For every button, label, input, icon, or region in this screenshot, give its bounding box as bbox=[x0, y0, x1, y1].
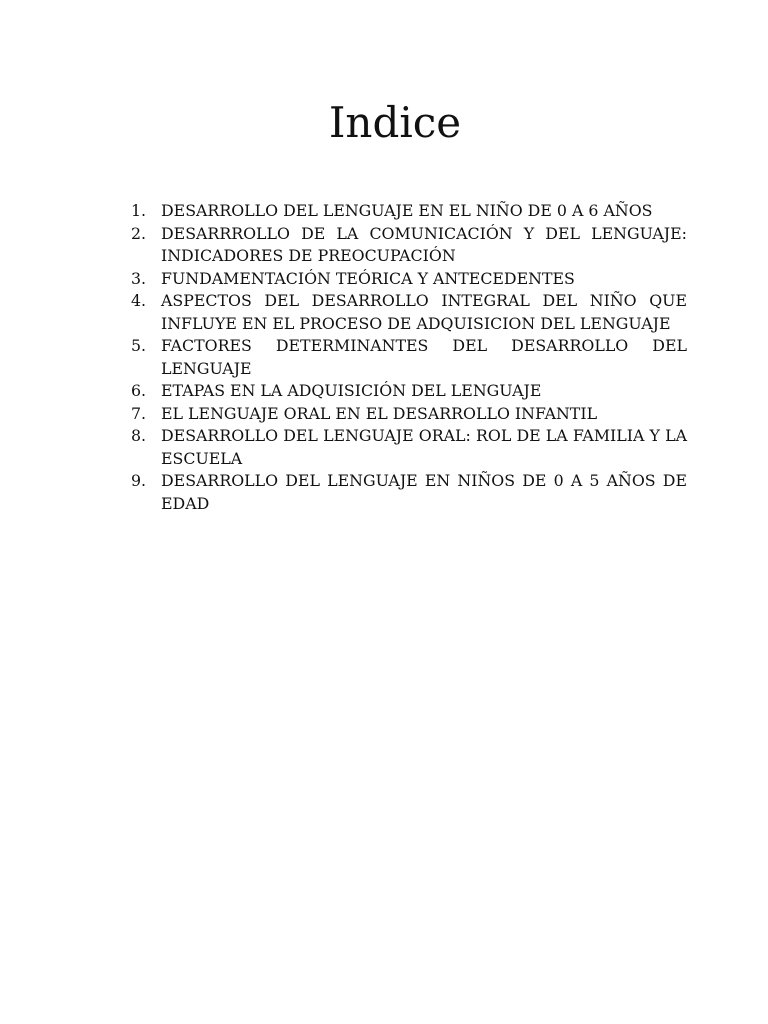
toc-item-4 bbox=[131, 290, 687, 335]
toc-item-text: ASPECTOS DEL DESARROLLO INTEGRAL DEL NIÑO QUE INFLUYE EN EL PROCESO DE ADQUISICION DEL LENGUAJE bbox=[161, 291, 687, 333]
toc-item-number: 8. bbox=[131, 426, 147, 445]
toc-item-text: DESARROLLO DEL LENGUAJE EN NIÑOS DE 0 A 5 AÑOS DE EDAD bbox=[161, 471, 687, 513]
toc-item-7 bbox=[131, 403, 687, 426]
toc-item-number: 2. bbox=[131, 223, 147, 243]
toc-item-8 bbox=[131, 425, 687, 470]
toc-item-text: DESARRROLLO DE LA COMUNICACIÓN Y DEL LENGUAJE: INDICADORES DE PREOCUPACIÓN bbox=[161, 223, 687, 265]
toc-item-5 bbox=[131, 335, 687, 380]
toc-item-text: DESARROLLO DEL LENGUAJE ORAL: ROL DE LA FAMILIA Y LA ESCUELA bbox=[161, 426, 687, 468]
toc-item-3 bbox=[131, 268, 687, 291]
toc-item-1 bbox=[131, 200, 687, 223]
toc-item-text: ETAPAS EN LA ADQUISICIÓN DEL LENGUAJE bbox=[161, 381, 542, 400]
toc-item-6 bbox=[131, 380, 687, 403]
toc-item-text: EL LENGUAJE ORAL EN EL DESARROLLO INFANTIL bbox=[161, 403, 598, 423]
page-title: Indice bbox=[328, 98, 462, 147]
toc-item-number: 1. bbox=[131, 201, 147, 220]
toc-item-number: 5. bbox=[131, 336, 147, 355]
toc-item-9 bbox=[131, 470, 687, 515]
toc-item-number: 9. bbox=[131, 471, 147, 490]
toc-item-number: 4. bbox=[131, 291, 147, 310]
toc-item-2 bbox=[131, 223, 687, 268]
toc-item-number: 3. bbox=[131, 268, 147, 288]
toc-item-text: FACTORES DETERMINANTES DEL DESARROLLO DEL LENGUAJE bbox=[161, 336, 687, 378]
toc-item-number: 7. bbox=[131, 403, 147, 423]
toc-item-text: DESARROLLO DEL LENGUAJE EN EL NIÑO DE 0 A 6 AÑOS bbox=[161, 201, 653, 220]
table-of-contents bbox=[131, 200, 687, 515]
toc-item-number: 6. bbox=[131, 381, 147, 400]
toc-item-text: FUNDAMENTACIÓN TEÓRICA Y ANTECEDENTES bbox=[161, 268, 575, 288]
